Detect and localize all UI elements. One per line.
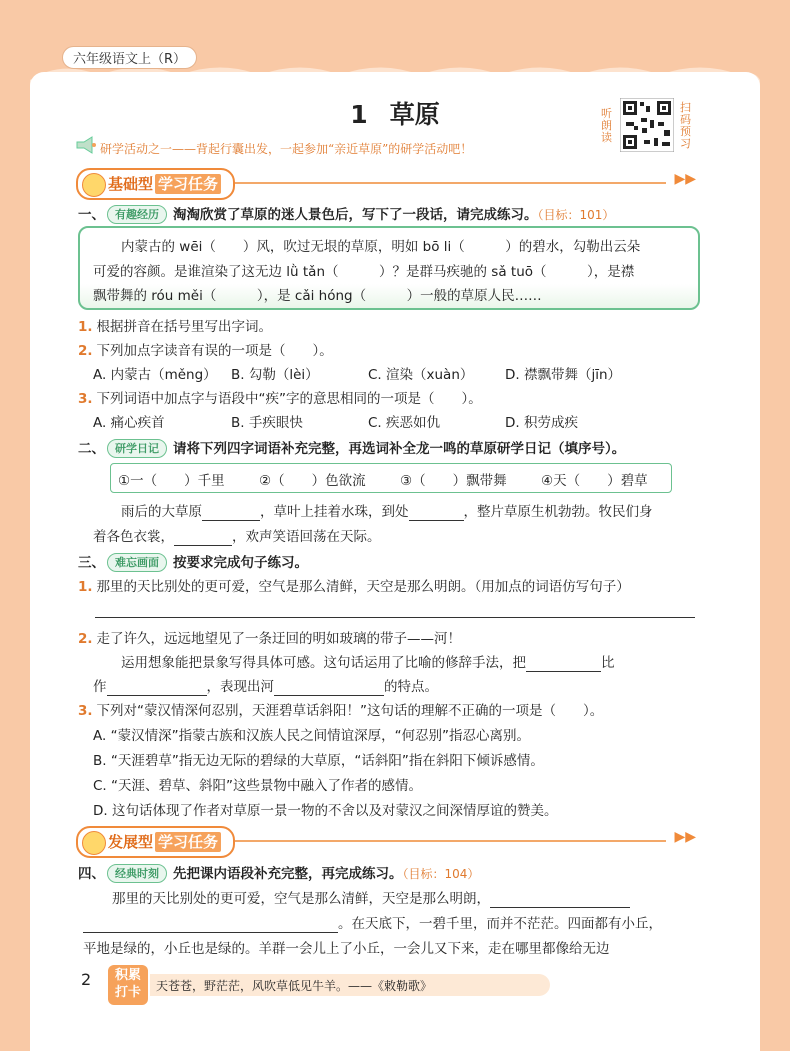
sub-question-1-3: 3. 下列词语中加点字与语段中“疾”字的意思相同的一项是（ ）。 [78,391,482,407]
megaphone-icon [74,134,98,156]
option-a[interactable]: A. 内蒙古（měng） [93,367,217,383]
double-arrow-icon: ▶▶ [674,171,696,187]
qr-code-icon[interactable] [620,98,674,152]
question-3-heading: 三、 难忘画面 按要求完成句子练习。 [78,555,308,571]
option-d[interactable]: D. 积劳成疾 [505,415,578,431]
passage-line-1: 内蒙古的 wēi（ ）风，吹过无垠的草原，明如 bō li（ ）的碧水，勾勒出云朵 [121,239,641,255]
question-badge: 研学日记 [107,439,167,458]
answer-blank[interactable] [202,504,260,521]
question-1-heading: 一、 有趣经历 淘淘欣赏了草原的迷人景色后，写下了一段话，请完成练习。（目标：101） [78,207,615,223]
double-arrow-icon: ▶▶ [674,829,696,845]
sub-question-1-1: 1. 根据拼音在括号里写出字词。 [78,319,273,335]
word-option-2: ②（ ）色欲流 [259,473,366,489]
word-option-4: ④天（ ）碧草 [541,473,648,489]
question-badge: 经典时刻 [107,864,167,883]
sub-question-3-3: 3. 下列对“蒙汉情深何忍别，天涯碧草话斜阳！”这句话的理解不正确的一项是（ ）。 [78,703,604,719]
diary-line-1: 雨后的大草原 ，草叶上挂着水珠，到处 ，整片草原生机勃勃。牧民们身 [121,504,653,520]
option-a[interactable]: A. 痛心疾首 [93,415,165,431]
grade-tag: 六年级语文上（R） [62,46,197,69]
answer-blank[interactable] [526,655,601,672]
question-badge: 有趣经历 [107,205,167,224]
listen-label: 听朗读 [601,107,612,144]
passage-line-2: 可爱的容颜。是谁渲染了这无边 lǜ tǎn（ ）？是群马疾驰的 sǎ tuō（ ），是襟 [93,264,635,280]
page-number: 2 [81,970,92,989]
lesson-name: 草原 [389,100,440,129]
accumulate-card: 积累 打卡 [108,965,148,1005]
option-c[interactable]: C. 渲染（xuàn） [368,367,474,383]
question-4-heading: 四、 经典时刻 先把课内语段补充完整，再完成练习。（目标：104） [78,866,480,882]
scan-preview-label: 扫码预习 [680,101,691,150]
option-a[interactable]: A. “蒙汉情深”指蒙古族和汉族人民之间情谊深厚，“何忍别”指忍心离别。 [93,728,531,744]
sub-question-3-2-line2: 作 ，表现出河 的特点。 [93,679,438,695]
option-b[interactable]: B. 勾勒（lèi） [231,367,319,383]
section-develop-header [76,826,696,856]
sub-question-3-1: 1. 那里的天比别处的更可爱，空气是那么清鲜，天空是那么明朗。（用加点的词语仿写句子） [78,579,630,595]
answer-blank[interactable] [83,916,338,933]
option-c[interactable]: C. “天涯、碧草、斜阳”这些景物中融入了作者的感情。 [93,778,422,794]
question-2-heading: 二、 研学日记 请将下列四字词语补充完整，再选词补全龙一鸣的草原研学日记（填序号）。 [78,441,626,457]
section-pill: 发展型 学习任务 [76,826,235,858]
goal-label: （目标：101） [537,208,615,222]
option-c[interactable]: C. 疾恶如仇 [368,415,441,431]
option-d[interactable]: D. 襟飘带舞（jīn） [505,367,622,383]
answer-blank[interactable] [174,529,232,546]
diary-line-2: 着各色衣裳， ，欢声笑语回荡在天际。 [93,529,381,545]
option-d[interactable]: D. 这句话体现了作者对草原一景一物的不舍以及对蒙汉之间深情厚谊的赞美。 [93,803,558,819]
word-option-3: ③（ ）飘带舞 [400,473,507,489]
passage-line-1: 那里的天比别处的更可爱，空气是那么清鲜，天空是那么明朗， [112,887,630,908]
sub-question-1-2: 2. 下列加点字读音有误的一项是（ ）。 [78,343,333,359]
passage-line-3: 飘带舞的 róu měi（ ），是 cǎi hóng（ ）一般的草原人民…… [93,288,542,304]
section-pill: 基础型 学习任务 [76,168,235,200]
option-b[interactable]: B. “天涯碧草”指无边无际的碧绿的大草原，“话斜阳”指在斜阳下倾诉感情。 [93,753,544,769]
passage-line-2: 。在天底下，一碧千里，而并不茫茫。四面都有小丘， [83,912,662,933]
lesson-number: 1 [350,100,368,129]
sub-question-3-2: 2. 走了许久，远远地望见了一条迂回的明如玻璃的带子——河！ [78,631,462,647]
footer-quote: 天苍苍，野茫茫，风吹草低见牛羊。——《敕勒歌》 [156,979,433,993]
passage-line-3: 平地是绿的，小丘也是绿的。羊群一会儿上了小丘，一会儿又下来，走在哪里都像给无边 [83,941,610,957]
lightbulb-icon [82,831,106,855]
answer-blank[interactable] [490,891,630,908]
answer-blank[interactable] [409,504,464,521]
lightbulb-icon [82,173,106,197]
answer-blank[interactable] [107,679,207,696]
option-b[interactable]: B. 手疾眼快 [231,415,303,431]
answer-blank[interactable] [274,679,384,696]
sub-question-3-2-line1: 运用想象能把景象写得具体可感。这句话运用了比喻的修辞手法，把 比 [121,655,615,671]
section-basic-header [76,168,696,198]
word-option-1: ①一（ ）千里 [118,473,225,489]
question-badge: 难忘画面 [107,553,167,572]
answer-line[interactable] [95,617,695,618]
activity-intro: 研学活动之一——背起行囊出发，一起参加“亲近草原”的研学活动吧！ [100,142,473,156]
